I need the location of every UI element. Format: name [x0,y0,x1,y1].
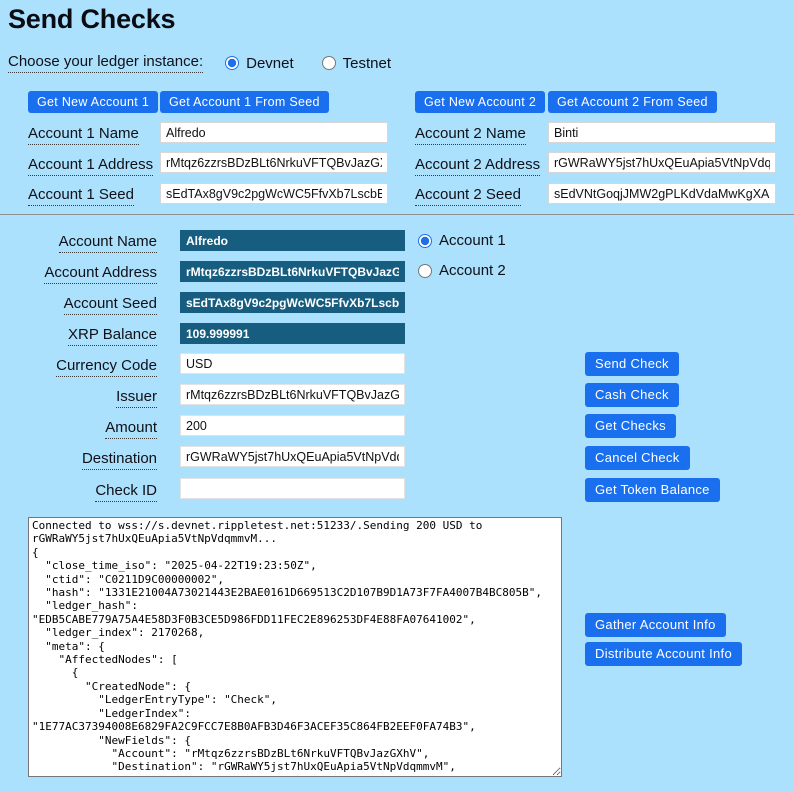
account2-seed-input[interactable] [548,183,776,204]
amount-label: Amount [0,419,157,437]
account1-address-input[interactable] [160,152,388,173]
account2-seed-label: Account 2 Seed [415,186,521,206]
ledger-instance-row [8,53,391,73]
devnet-radio-label: Devnet [246,54,294,72]
devnet-radio[interactable] [225,56,239,70]
account-seed-field[interactable] [180,292,405,313]
account1-radio-group[interactable] [418,232,506,249]
xrp-balance-label: XRP Balance [0,326,157,344]
get-checks-button[interactable]: Get Checks [585,414,676,438]
currency-code-input[interactable] [180,353,405,374]
get-token-balance-button[interactable]: Get Token Balance [585,478,720,502]
cancel-check-button[interactable]: Cancel Check [585,446,690,470]
section-divider [0,214,794,215]
account2-radio-label: Account 2 [439,262,506,279]
distribute-account-info-button[interactable]: Distribute Account Info [585,642,742,666]
account1-address-label: Account 1 Address [28,156,153,176]
account-name-label: Account Name [0,233,157,251]
get-account1-from-seed-button[interactable]: Get Account 1 From Seed [160,91,329,113]
account1-radio[interactable] [418,234,432,248]
account1-name-label: Account 1 Name [28,125,139,145]
xrp-balance-field[interactable] [180,323,405,344]
account-address-label: Account Address [0,264,157,282]
check-id-label: Check ID [0,482,157,500]
account2-address-input[interactable] [548,152,776,173]
destination-input[interactable] [180,446,405,467]
log-output[interactable] [28,517,562,777]
testnet-radio-group[interactable] [322,55,391,72]
get-new-account2-button[interactable]: Get New Account 2 [415,91,545,113]
account2-name-label: Account 2 Name [415,125,526,145]
account2-address-label: Account 2 Address [415,156,540,176]
get-new-account1-button[interactable]: Get New Account 1 [28,91,158,113]
account1-radio-label: Account 1 [439,232,506,249]
account-address-field[interactable] [180,261,405,282]
issuer-input[interactable] [180,384,405,405]
account1-seed-input[interactable] [160,183,388,204]
account2-radio-group[interactable] [418,262,506,279]
account2-radio[interactable] [418,264,432,278]
account2-name-input[interactable] [548,122,776,143]
gather-account-info-button[interactable]: Gather Account Info [585,613,726,637]
check-id-input[interactable] [180,478,405,499]
account-seed-label: Account Seed [0,295,157,313]
devnet-radio-group[interactable] [225,55,294,72]
testnet-radio[interactable] [322,56,336,70]
ledger-instance-label: Choose your ledger instance: [8,53,203,73]
account-name-field[interactable] [180,230,405,251]
cash-check-button[interactable]: Cash Check [585,383,679,407]
page-title: Send Checks [8,4,176,34]
destination-label: Destination [0,450,157,468]
account1-seed-label: Account 1 Seed [28,186,134,206]
get-account2-from-seed-button[interactable]: Get Account 2 From Seed [548,91,717,113]
currency-code-label: Currency Code [0,357,157,375]
issuer-label: Issuer [0,388,157,406]
amount-input[interactable] [180,415,405,436]
testnet-radio-label: Testnet [342,54,392,72]
send-check-button[interactable]: Send Check [585,352,679,376]
account1-name-input[interactable] [160,122,388,143]
